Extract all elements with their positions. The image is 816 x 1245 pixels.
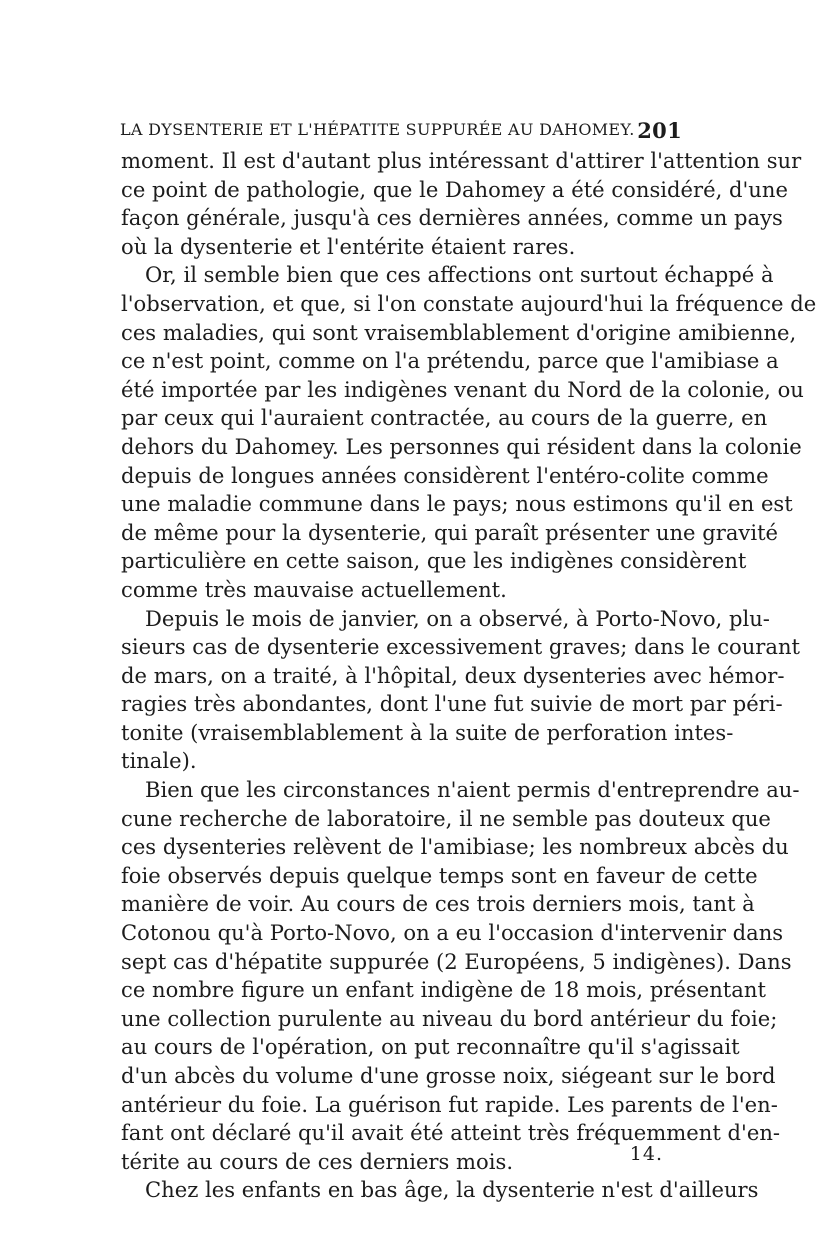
text-line: sieurs cas de dysenterie excessivement graves; dans le courant [121, 634, 801, 660]
text-line: ce n'est point, comme on l'a prétendu, parce que l'amibiase a [121, 348, 779, 374]
text-line: par ceux qui l'auraient contractée, au cours de la guerre, en [121, 405, 768, 431]
text-line: ces dysenteries relèvent de l'amibiase; les nombreux abcès du [121, 834, 789, 860]
text-line: une collection purulente au niveau du bord antérieur du foie; [121, 1005, 778, 1031]
text-line: depuis de longues années considèrent l'entéro-colite comme [121, 462, 769, 488]
text-line: comme très mauvaise actuellement. [121, 576, 507, 602]
text-line: Or, il semble bien que ces affections ont surtout échappé à [145, 262, 774, 288]
text-line: ce point de pathologie, que le Dahomey a été considéré, d'une [121, 176, 788, 202]
text-line: particulière en cette saison, que les indigènes considèrent [121, 548, 747, 574]
text-line: été importée par les indigènes venant du Nord de la colonie, ou [121, 376, 804, 402]
text-line: dehors du Dahomey. Les personnes qui résident dans la colonie [121, 433, 802, 459]
printer-signature-mark: 14. [629, 1143, 663, 1165]
text-line: Depuis le mois de janvier, on a observé, à Porto-Novo, plu- [145, 605, 770, 631]
text-line: tonite (vraisemblablement à la suite de perforation intes- [121, 719, 734, 745]
text-line: d'un abcès du volume d'une grosse noix, siégeant sur le bord [121, 1063, 776, 1088]
text-line: foie observés depuis quelque temps sont en faveur de cette [121, 862, 758, 888]
text-line: cune recherche de laboratoire, il ne semble pas douteux que [121, 805, 771, 831]
text-line: fant ont déclaré qu'il avait été atteint très fréquemment d'en- [121, 1120, 781, 1146]
text-line: moment. Il est d'autant plus intéressant d'attirer l'attention sur [121, 148, 802, 173]
text-line: une maladie commune dans le pays; nous estimons qu'il en est [121, 491, 793, 517]
body-text [121, 147, 816, 1205]
text-line: façon générale, jusqu'à ces dernières années, comme un pays [121, 205, 783, 231]
text-line: Chez les enfants en bas âge, la dysenterie n'est d'ailleurs [145, 1177, 759, 1203]
text-line: de même pour la dysenterie, qui paraît présenter une gravité [121, 519, 779, 545]
text-line: antérieur du foie. La guérison fut rapide. Les parents de l'en- [121, 1091, 778, 1117]
text-line: manière de voir. Au cours de ces trois derniers mois, tant à [121, 891, 755, 917]
text-line: ce nombre figure un enfant indigène de 18 mois, présentant [121, 977, 766, 1003]
text-line: Cotonou qu'à Porto-Novo, on a eu l'occasion d'intervenir dans [121, 920, 784, 946]
text-line: sept cas d'hépatite suppurée (2 Européens, 5 indigènes). Dans [121, 948, 792, 974]
page-number: 201 [637, 118, 682, 143]
text-line: ces maladies, qui sont vraisemblablement d'origine amibienne, [121, 319, 797, 345]
text-line: où la dysenterie et l'entérite étaient rares. [121, 233, 576, 259]
text-line: térite au cours de ces derniers mois. [121, 1148, 514, 1174]
text-line: de mars, on a traité, à l'hôpital, deux dysenteries avec hémor- [121, 662, 785, 688]
running-header [120, 118, 682, 146]
text-line: ragies très abondantes, dont l'une fut suivie de mort par péri- [121, 691, 783, 717]
text-line: Bien que les circonstances n'aient permis d'entreprendre au- [145, 777, 800, 803]
text-line: tinale). [121, 748, 197, 774]
text-line: l'observation, et que, si l'on constate aujourd'hui la fréquence de [121, 290, 816, 316]
running-title: LA DYSENTERIE ET L'HÉPATITE SUPPURÉE AU DAHOMEY. [120, 120, 635, 139]
text-line: au cours de l'opération, on put reconnaître qu'il s'agissait [121, 1034, 740, 1060]
